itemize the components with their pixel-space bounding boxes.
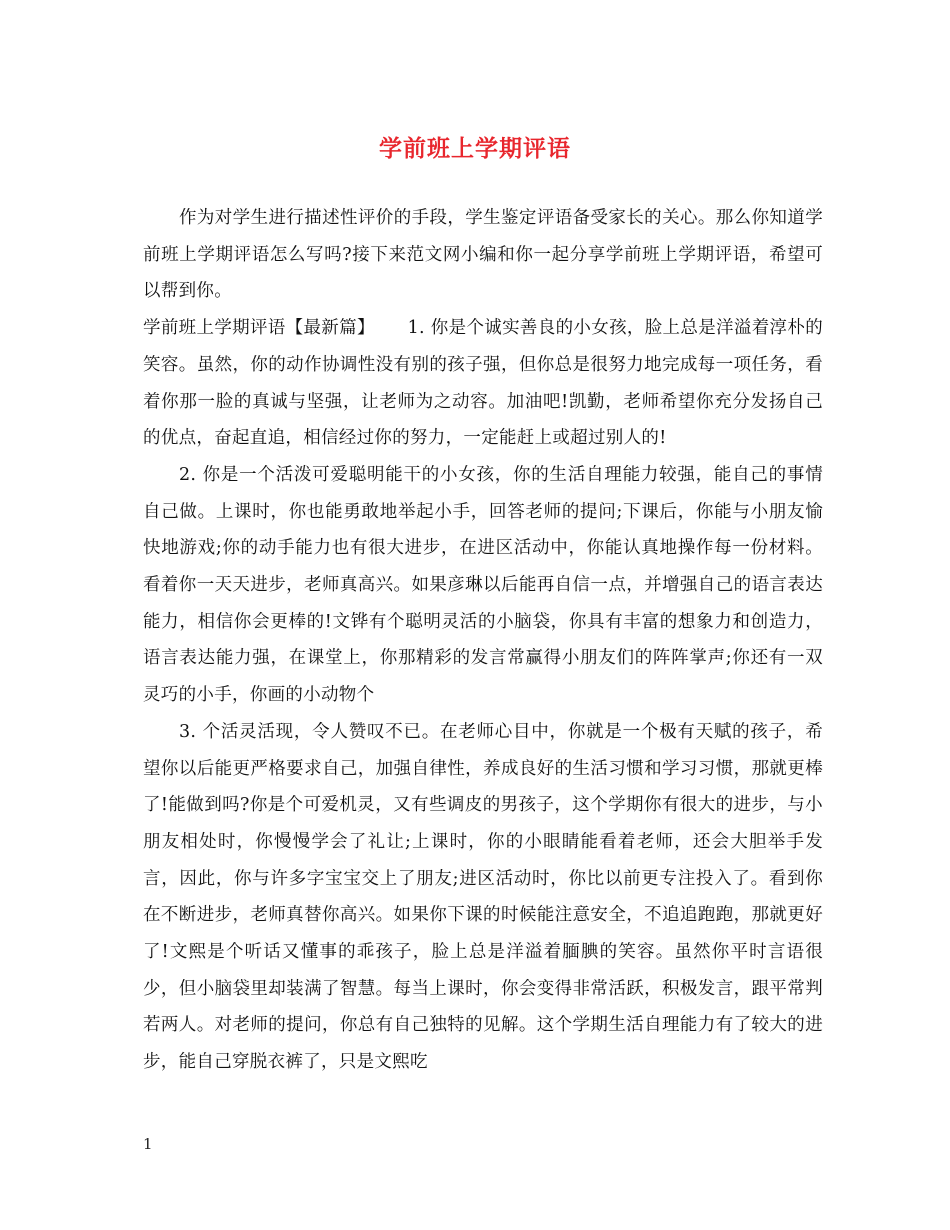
page-number: 1 <box>143 1135 153 1153</box>
comment-item-3: 3. 个活灵活现，令人赞叹不已。在老师心目中，你就是一个极有天赋的孩子，希望你以后能更严格要求自己，加强自律性，养成良好的生活习惯和学习习惯，那就更棒了!能做到吗?你是个可爱机灵，又有些调皮的男孩子，这个学期你有很大的进步，与小朋友相处时，你慢慢学会了礼让;上课时，你的小眼睛能看着老师，还会大胆举手发言，因此，你与许多字宝宝交上了朋友;进区活动时，你比以前更专注投入了。看到你在不断进步，老师真替你高兴。如果你下课的时候能注意安全，不追追跑跑，那就更好了!文熙是个听话又懂事的乖孩子，脸上总是洋溢着腼腆的笑容。虽然你平时言语很少，但小脑袋里却装满了智慧。每当上课时，你会变得非常活跃，积极发言，跟平常判若两人。对老师的提问，你总有自己独特的见解。这个学期生活自理能力有了较大的进步，能自己穿脱衣裤了，只是文熙吃 <box>143 721 823 1073</box>
document-title: 学前班上学期评语 <box>379 135 571 162</box>
comment-item-2: 2. 你是一个活泼可爱聪明能干的小女孩，你的生活自理能力较强，能自己的事情自己做。上课时，你也能勇敢地举起小手，回答老师的提问;下课后，你能与小朋友愉快地游戏;你的动手能力也有很大进步，在进区活动中，你能认真地操作每一份材料。看着你一天天进步，老师真高兴。如果彦琳以后能再自信一点，并增强自己的语言表达能力，相信你会更棒的!文铧有个聪明灵活的小脑袋，你具有丰富的想象力和创造力，语言表达能力强，在课堂上，你那精彩的发言常赢得小朋友们的阵阵掌声;你还有一双灵巧的小手，你画的小动物个 <box>143 464 823 706</box>
comment-item-1: 1. 你是个诚实善良的小女孩，脸上总是洋溢着淳朴的笑容。虽然，你的动作协调性没有别的孩子强，但你总是很努力地完成每一项任务，看着你那一脸的真诚与坚强，让老师为之动容。加油吧!凯勤，老师希望你充分发扬自己的优点，奋起直追，相信经过你的努力，一定能赶上或超过别人的! <box>143 318 823 449</box>
intro-paragraph: 作为对学生进行描述性评价的手段，学生鉴定评语备受家长的关心。那么你知道学前班上学期评语怎么写吗?接下来范文网小编和你一起分享学前班上学期评语，希望可以帮到你。 <box>143 208 823 302</box>
document-body <box>143 200 823 1081</box>
section-heading: 学前班上学期评语【最新篇】 <box>143 318 367 339</box>
section-paragraph <box>143 310 823 457</box>
